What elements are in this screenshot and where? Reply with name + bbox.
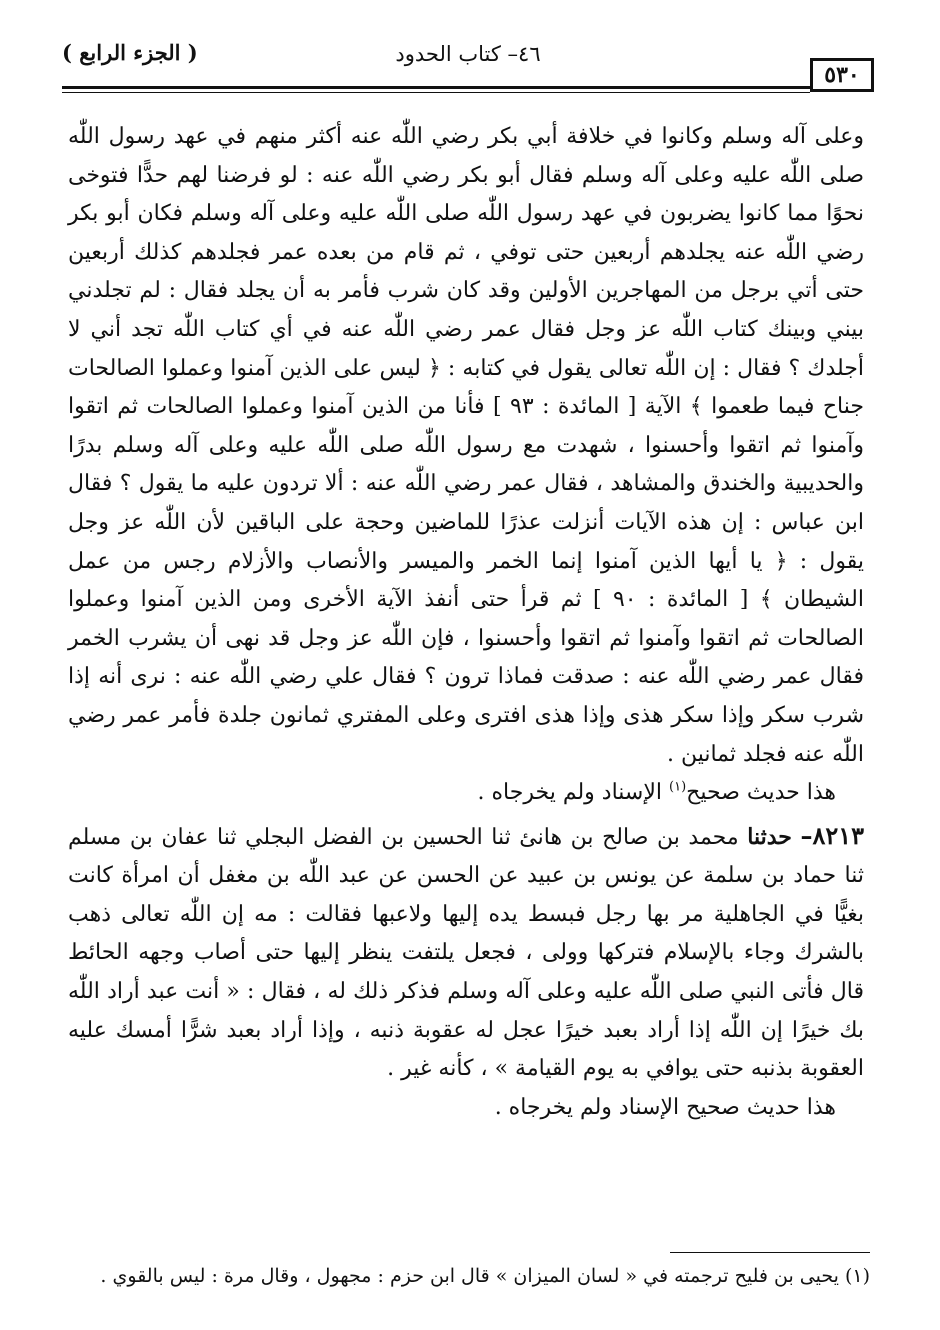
header-rule-thin xyxy=(62,92,810,93)
paragraph-grading-2: هذا حديث صحيح الإسناد ولم يخرجاه . xyxy=(494,1094,836,1120)
chapter-title: ٤٦– كتاب الحدود xyxy=(395,42,541,66)
page-number: ٥٣٠ xyxy=(810,58,874,92)
paragraph-narration: وعلى آله وسلم وكانوا في خلافة أبي بكر رضي اللّٰه عنه أكثر منهم في عهد رسول اللّٰه صلى اللّٰه عليه وعلى آله وسلم فقال أبو بكر رضي اللّٰه عنه : لو فرضنا لهم حدًّا فتوخى نحوًا مما كانوا يضربون في عهد رسول اللّٰه صلى اللّٰه عليه وعلى آله وسلم فكان أبو بكر رضي اللّٰه عنه يجلدهم أربعين حتى توفي ، ثم قام من بعده عمر فجلدهم كذلك أربعين حتى أتي برجل من المهاجرين الأولين وقد كان شرب فأمر به أن يجلد فقال : لم تجلدني بيني وبينك كتاب اللّٰه عز وجل فقال عمر رضي اللّٰه عنه في أي كتاب اللّٰه تجد أني لا أجلدك ؟ فقال : إن اللّٰه تعالى يقول في كتابه : ﴿ ليس على الذين آمنوا وعملوا الصالحات جناح فيما طعموا ﴾ الآية [ المائدة : ٩٣ ] فأنا من الذين آمنوا وعملوا الصالحات ثم اتقوا وآمنوا ثم اتقوا وأحسنوا ، شهدت مع رسول اللّٰه صلى اللّٰه عليه وعلى آله وسلم بدرًا والحديبية والخندق والمشاهد ، فقال عمر رضي اللّٰه عنه : ألا تردون عليه ما يقول ؟ فقال ابن عباس : إن هذه الآيات أنزلت عذرًا للماضين وحجة على الباقين لأن اللّٰه عز وجل يقول : ﴿ يا أيها الذين آمنوا إنما الخمر والميسر والأنصاب والأزلام رجس من عمل الشيطان ﴾ [ المائدة : ٩٠ ] ثم قرأ حتى أنفذ الآية الأخرى ومن الذين آمنوا وعملوا الصالحات ثم اتقوا وآمنوا ثم اتقوا وأحسنوا ، فإن اللّٰه عز وجل قد نهى أن يشرب الخمر فقال عمر رضي اللّٰه عنه : صدقت فماذا ترون ؟ فقال علي رضي اللّٰه عنه : نرى أنه إذا شرب سكر وإذا سكر هذى وإذا هذى افترى وعلى المفتري ثمانون جلدة فأمر عمر رضي اللّٰه عنه فجلد ثمانين . xyxy=(68,124,864,767)
paragraph-hadith xyxy=(68,817,864,1089)
hadith-text: محمد بن صالح بن هانئ ثنا الحسين بن الفضل البجلي ثنا عفان بن مسلم ثنا حماد بن سلمة عن يونس بن عبيد عن الحسن عن عبد اللّٰه بن مغفل أن امرأة كانت بغيًّا في الجاهلية مر بها رجل فبسط يده إليها ولاعبها فقالت : مه إن اللّٰه تعالى ذهب بالشرك وجاء بالإسلام فتركها وولى ، فجعل يلتفت ينظر إليها حتى أصاب وجهه الحائط قال فأتى النبي صلى اللّٰه عليه وعلى آله وسلم فذكر ذلك له ، فقال : « أنت عبد أراد اللّٰه بك خيرًا إن اللّٰه إذا أراد بعبد خيرًا عجل له عقوبة ذنبه ، وإذا أراد بعبد شرًّا أمسك عليه العقوبة بذنبه حتى يوافي به يوم القيامة » ، كأنه غير . xyxy=(68,824,864,1082)
hadith-lead-word: حدثنا xyxy=(747,823,792,850)
footnote-marker: (١) xyxy=(669,779,687,795)
paragraph-grading xyxy=(68,774,864,813)
main-text xyxy=(68,118,864,1127)
footnote-rule xyxy=(670,1252,870,1253)
grading-text-rest: الإسناد ولم يخرجاه . xyxy=(477,780,670,806)
footnote: (١) يحيى بن فليح ترجمته في « لسان الميزان » قال ابن حزم : مجهول ، وقال مرة : ليس بالقوي . xyxy=(100,1265,870,1287)
grading-text: هذا حديث صحيح xyxy=(686,780,836,806)
header-rule xyxy=(62,86,810,89)
hadith-number: ٨٢١٣– xyxy=(800,820,864,850)
volume-label: ( الجزء الرابع ) xyxy=(62,40,198,65)
